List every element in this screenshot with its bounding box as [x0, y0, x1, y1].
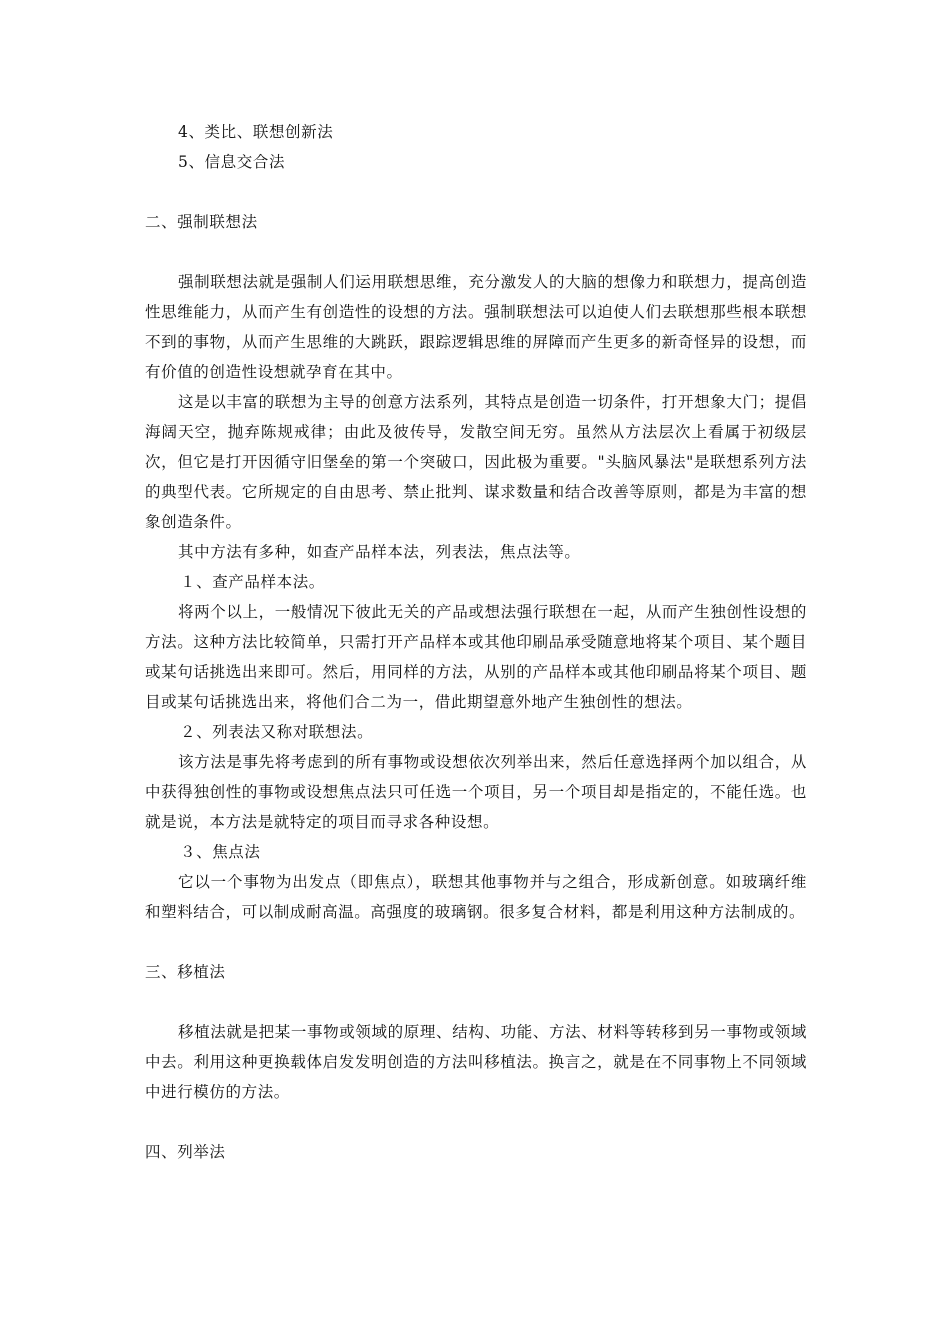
spacer	[145, 177, 807, 207]
document-body	[145, 117, 807, 1167]
paragraph: 该方法是事先将考虑到的所有事物或设想依次列举出来，然后任意选择两个加以组合，从中获得独创性的事物或设想焦点法只可任选一个项目，另一个项目却是指定的，不能任选。也就是说，本方法是就特定的项目而寻求各种设想。	[145, 753, 807, 831]
spacer	[145, 987, 807, 1017]
section-heading-2: 二、强制联想法	[145, 213, 258, 231]
paragraph: 强制联想法就是强制人们运用联想思维，充分激发人的大脑的想像力和联想力，提高创造性思维能力，从而产生有创造性的设想的方法。强制联想法可以迫使人们去联想那些根本联想不到的事物，从而产生思维的大跳跃，跟踪逻辑思维的屏障而产生更多的新奇怪异的设想，而有价值的创造性设想就孕育在其中。	[145, 273, 807, 381]
paragraph: 将两个以上，一般情况下彼此无关的产品或想法强行联想在一起，从而产生独创性设想的方法。这种方法比较简单，只需打开产品样本或其他印刷品承受随意地将某个项目、某个题目或某句话挑选出来即可。然后，用同样的方法，从别的产品样本或其他印刷品将某个项目、题目或某句话挑选出来，将他们合二为一，借此期望意外地产生独创性的想法。	[145, 603, 807, 711]
method-title-3: ３、焦点法	[180, 843, 261, 861]
list-item: 4、类比、联想创新法	[178, 123, 334, 141]
method-title-1: １、查产品样本法。	[180, 573, 325, 591]
paragraph: 其中方法有多种，如查产品样本法，列表法，焦点法等。	[178, 543, 581, 561]
paragraph: 这是以丰富的联想为主导的创意方法系列，其特点是创造一切条件，打开想象大门；提倡海阔天空，抛弃陈规戒律；由此及彼传导，发散空间无穷。虽然从方法层次上看属于初级层次，但它是打开因循守旧堡垒的第一个突破口，因此极为重要。"头脑风暴法"是联想系列方法的典型代表。它所规定的自由思考、禁止批判、谋求数量和结合改善等原则，都是为丰富的想象创造条件。	[145, 393, 807, 531]
method-title-2: ２、列表法又称对联想法。	[180, 723, 374, 741]
section-heading-3: 三、移植法	[145, 963, 226, 981]
paragraph: 它以一个事物为出发点（即焦点），联想其他事物并与之组合，形成新创意。如玻璃纤维和塑料结合，可以制成耐高温。高强度的玻璃钢。很多复合材料，都是利用这种方法制成的。	[145, 873, 807, 921]
list-item: 5、信息交合法	[178, 153, 286, 171]
spacer	[145, 237, 807, 267]
spacer	[145, 927, 807, 957]
paragraph: 移植法就是把某一事物或领域的原理、结构、功能、方法、材料等转移到另一事物或领域中去。利用这种更换载体启发发明创造的方法叫移植法。换言之，就是在不同事物上不同领域中进行模仿的方法。	[145, 1023, 807, 1101]
section-heading-4: 四、列举法	[145, 1143, 226, 1161]
spacer	[145, 1107, 807, 1137]
